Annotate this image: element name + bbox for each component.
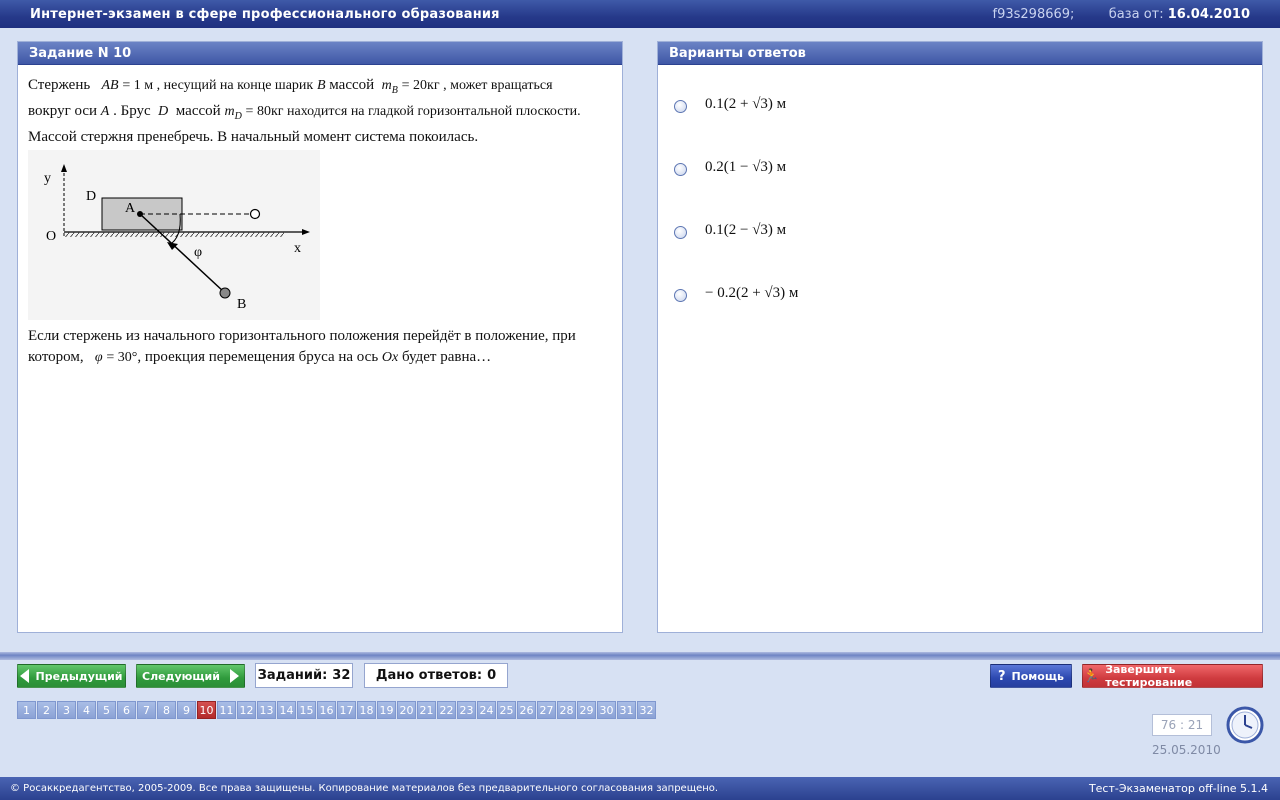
task-number-14[interactable]: 14 [277, 701, 296, 719]
task-number-31[interactable]: 31 [617, 701, 636, 719]
help-button[interactable] [990, 664, 1072, 688]
diagram-label-o: O [46, 229, 57, 244]
diagram-svg [28, 150, 320, 320]
task-number-23[interactable]: 23 [457, 701, 476, 719]
next-button-label: Следующий [142, 669, 220, 683]
task-number-29[interactable]: 29 [577, 701, 596, 719]
answer-radio-2[interactable] [674, 163, 687, 176]
task-number-6[interactable]: 6 [117, 701, 136, 719]
copyright-text: © Росаккредагентство, 2005-2009. Все права защищены. Копирование материалов без предварительного согласования запрещено. [10, 783, 719, 794]
task-number-7[interactable]: 7 [137, 701, 156, 719]
prev-button[interactable] [17, 664, 126, 688]
tasks-counter [255, 663, 353, 688]
answer-option-1[interactable] [658, 88, 1262, 151]
task-number-19[interactable]: 19 [377, 701, 396, 719]
footer [0, 777, 1280, 800]
task-number-20[interactable]: 20 [397, 701, 416, 719]
db-date: 16.04.2010 [1167, 6, 1250, 22]
db-label: база от: [1108, 6, 1164, 22]
physics-diagram [28, 150, 320, 320]
task-number-1[interactable]: 1 [17, 701, 36, 719]
task-number-12[interactable]: 12 [237, 701, 256, 719]
help-button-label: Помощь [1011, 669, 1064, 683]
app-title: Интернет-экзамен в сфере профессионального образования [30, 6, 500, 22]
answer-label-4: − 0.2(2 + √3) м [705, 285, 799, 301]
answer-option-2[interactable] [658, 151, 1262, 214]
task-number-17[interactable]: 17 [337, 701, 356, 719]
diagram-label-b: B [237, 297, 247, 312]
task-number-11[interactable]: 11 [217, 701, 236, 719]
answer-label-1: 0.1(2 + √3) м [705, 96, 787, 112]
task-number-30[interactable]: 30 [597, 701, 616, 719]
question-paragraph-1: Стержень AB = 1 м , несущий на конце шарик B массой $m_B = 20кг$ , может вращаться [28, 77, 553, 96]
answer-label-2: 0.2(1 − √3) м [705, 159, 787, 175]
task-number-21[interactable]: 21 [417, 701, 436, 719]
task-number-16[interactable]: 16 [317, 701, 336, 719]
next-button[interactable] [136, 664, 245, 688]
question-text [18, 65, 622, 368]
tasks-counter-value: 32 [332, 668, 351, 683]
task-number-22[interactable]: 22 [437, 701, 456, 719]
task-number-28[interactable]: 28 [557, 701, 576, 719]
question-paragraph-4: Если стержень из начального горизонтального положения перейдёт в положение, при [28, 328, 576, 344]
answer-option-3[interactable] [658, 214, 1262, 277]
task-number-13[interactable]: 13 [257, 701, 276, 719]
diagram-label-a: A [125, 201, 136, 216]
diagram-label-x: x [294, 241, 301, 256]
task-number-4[interactable]: 4 [77, 701, 96, 719]
answered-counter [364, 663, 508, 688]
question-paragraph-2: вокруг оси A . Брус D массой $m_D = 80кг$ находится на гладкой горизонтальной плоскости. [28, 103, 581, 122]
session-id: f93s298669; [992, 6, 1075, 22]
answers-list [658, 65, 1262, 340]
timer-display: 76 : 21 [1152, 714, 1212, 736]
diagram-label-y: y [44, 171, 51, 186]
title-bar [0, 0, 1280, 28]
task-number-bar [17, 701, 657, 719]
task-number-24[interactable]: 24 [477, 701, 496, 719]
answers-panel [657, 41, 1263, 633]
task-number-26[interactable]: 26 [517, 701, 536, 719]
arrow-left-icon [20, 669, 29, 683]
exam-date: 25.05.2010 [1152, 743, 1221, 757]
question-paragraph-5: котором, φ = 30°, проекция перемещения бруса на ось Ox будет равна… [28, 349, 492, 365]
task-number-25[interactable]: 25 [497, 701, 516, 719]
finish-button[interactable] [1082, 664, 1263, 688]
answer-option-4[interactable] [658, 277, 1262, 340]
answer-radio-3[interactable] [674, 226, 687, 239]
app-version: Тест-Экзаменатор off-line 5.1.4 [1088, 782, 1268, 795]
prev-button-label: Предыдущий [35, 669, 123, 683]
finish-button-label: Завершить тестирование [1105, 663, 1193, 689]
answers-heading: Варианты ответов [658, 42, 1262, 65]
session-meta [993, 7, 1250, 22]
task-number-8[interactable]: 8 [157, 701, 176, 719]
task-number-2[interactable]: 2 [37, 701, 56, 719]
task-number-18[interactable]: 18 [357, 701, 376, 719]
task-number-10[interactable]: 10 [197, 701, 216, 719]
running-man-icon: 🏃 [1083, 668, 1100, 684]
answered-counter-value: 0 [487, 668, 497, 683]
task-number-32[interactable]: 32 [637, 701, 656, 719]
tasks-counter-label: Заданий: [257, 668, 328, 683]
question-heading: Задание N 10 [18, 42, 622, 65]
clock-icon [1226, 706, 1264, 744]
bottom-divider [0, 652, 1280, 660]
task-number-15[interactable]: 15 [297, 701, 316, 719]
task-number-27[interactable]: 27 [537, 701, 556, 719]
task-number-9[interactable]: 9 [177, 701, 196, 719]
answered-counter-label: Дано ответов: [375, 668, 483, 683]
answer-radio-1[interactable] [674, 100, 687, 113]
task-number-3[interactable]: 3 [57, 701, 76, 719]
diagram-label-phi: φ [194, 245, 203, 260]
diagram-label-d: D [86, 189, 97, 204]
question-panel [17, 41, 623, 633]
task-number-5[interactable]: 5 [97, 701, 116, 719]
arrow-right-icon [230, 669, 239, 683]
answer-radio-4[interactable] [674, 289, 687, 302]
question-mark-icon: ? [998, 668, 1006, 684]
answer-label-3: 0.1(2 − √3) м [705, 222, 787, 238]
question-paragraph-3: Массой стержня пренебречь. В начальный момент система покоилась. [28, 129, 479, 145]
